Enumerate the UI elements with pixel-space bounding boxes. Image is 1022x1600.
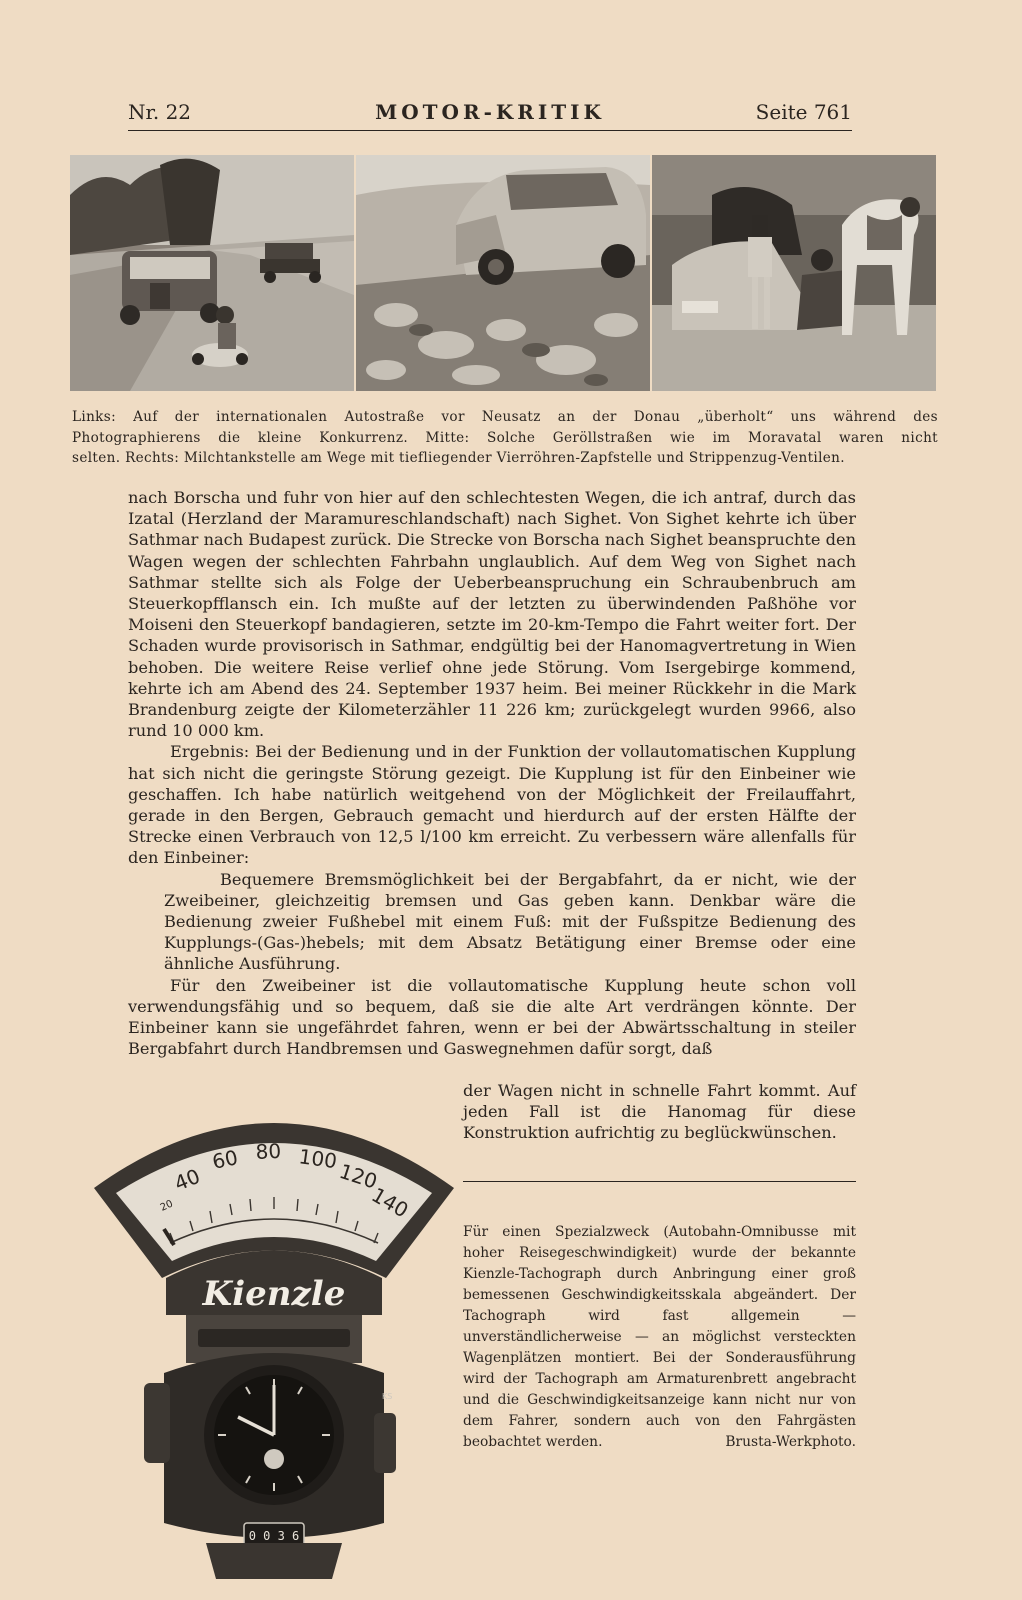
scale-label-140: 140 — [367, 1182, 413, 1223]
caption-line-2: Photographierens die kleine Konkurrenz. Mitte: Solche Geröllstraßen wie im Moravatal waren nicht — [72, 429, 938, 446]
clock-center-knob — [264, 1449, 284, 1469]
scale-label-100: 100 — [297, 1144, 339, 1174]
caption-line-3: selten. Rechts: Milchtankstelle am Wege mit tiefliegender Vierröhren-Zapfstelle und Strippenzug-Ventilen. — [72, 450, 845, 466]
photo-geroellstrasse-moravatal — [356, 155, 650, 391]
kienzle-tachograph-image — [86, 1083, 462, 1587]
paragraph-zweibeiner-continued: der Wagen nicht in schnelle Fahrt kommt. Auf jeden Fall ist die Hanomag für diese Konstruktion aufrichtig zu beglückwünschen. — [463, 1081, 856, 1143]
paragraph-bremse: Bequemere Bremsmöglichkeit bei der Bergabfahrt, da er nicht, wie der Zweibeiner, gleichzeitig bremsen und Gas geben kann. Denkbar wäre die Bedienung zweier Fußhebel mit einem Fuß: mit der Fußspitze Bedienung des Kupplungs-(Gas-)hebels; mit dem Absatz Betätigung einer Bremse oder eine ähnliche Ausführung. — [164, 869, 856, 974]
paragraph-ergebnis: Ergebnis: Bei der Bedienung und in der Funktion der vollautomatischen Kupplung hat sich nicht die geringste Störung gezeigt. Die Kupplung ist für den Einbeiner wie geschaffen. Ich habe natürlich weitgehend von der Möglichkeit der Freilauffahrt, gerade in den Bergen, Gebrauch gemacht und hierdurch auf der ersten Hälfte der Strecke einen Verbrauch von 12,5 l/100 km erreicht. Zu verbessern wäre allenfalls für den Einbeiner: — [128, 742, 856, 868]
journal-title: MOTOR-KRITIK — [375, 100, 605, 124]
paragraph-journey: nach Borscha und fuhr von hier auf den schlechtesten Wegen, die ich antraf, durch das Izatal (Herzland der Maramureschlandschaft) nach Sighet. Von Sighet kehrte ich über Sathmar nach Budapest zurück. Die Strecke von Borscha nach Sighet beanspruchte den Wagen wegen der schlechten Fahrbahn unglaublich. Auf dem Weg von Sighet nach Sathmar stellte sich als Folge der Ueberbeanspruchung ein Schraubenbruch am Steuerkopfflansch ein. Ich mußte auf der letzten zu überwindenden Paßhöhe vor Moiseni den Steuerkopf bandagieren, setzte im 20-km-Tempo die Fahrt weiter fort. Der Schaden wurde provisorisch in Sathmar, endgültig bei der Hanomagvertretung in Wien behoben. Die weitere Reise verlief ohne jede Störung. Vom Isergebirge kommend, kehrte ich am Abend des 24. September 1937 heim. Bei meiner Rückkehr in die Mark Brandenburg zeigte der Kilometerzähler 11 226 km; zurückgelegt wurden 9966, also rund 10 000 km. — [128, 488, 856, 741]
scale-label-40: 40 — [170, 1163, 204, 1196]
photo-geroellstrasse-image — [356, 155, 650, 391]
page-header — [128, 96, 852, 131]
photo-credit: Brusta-Werkphoto. — [725, 1434, 856, 1450]
tachograph-badge: KS — [382, 1392, 393, 1401]
scale-label-60: 60 — [210, 1145, 240, 1174]
tachograph-caption — [463, 1222, 856, 1453]
tachograph-caption-text: Für einen Spezialzweck (Autobahn-Omnibusse mit hoher Reisegeschwindigkeit) wurde der bekannte Kienzle-Tachograph durch Anbringung einer groß bemessenen Geschwindigkeitsskala abgeändert. Der Tachograph wird fast allgemein — unverständlicherweise — an möglichst versteckten Wagenplätzen montiert. Bei der Sonderausführung wird der Tachograph am Armaturenbrett angebracht und die Geschwindigkeitsanzeige kann nicht nur von dem Fahrer, sondern auch von den Fahrgästen beobachtet werden. — [463, 1224, 856, 1450]
caption-line-1: Links: Auf der internationalen Autostraße vor Neusatz an der Donau „überholt“ uns während des — [72, 409, 938, 425]
photo-milchtankstelle — [652, 155, 936, 391]
tachograph-window — [198, 1329, 350, 1347]
article-body — [128, 487, 856, 1059]
scale-label-80: 80 — [255, 1138, 282, 1164]
odometer-counter: 0 0 3 6 — [248, 1529, 300, 1543]
photo-milchtankstelle-image — [652, 155, 936, 391]
photo-autostrasse-image — [70, 155, 354, 391]
scale-label-20: 20 — [158, 1198, 175, 1214]
photo-autostrasse-neusatz — [70, 155, 354, 391]
tachograph-mount — [206, 1543, 342, 1579]
issue-number: Nr. 22 — [128, 100, 192, 124]
kienzle-logo: Kienzle — [202, 1274, 346, 1314]
scale-label-120: 120 — [336, 1158, 381, 1194]
paragraph-zweibeiner: Für den Zweibeiner ist die vollautomatische Kupplung heute schon voll verwendungsfähig und so bequem, daß sie die alte Art verdrängen könnte. Der Einbeiner kann sie ungefährdet fahren, wenn er bei der Abwärtsschaltung in steiler Bergabfahrt durch Handbremsen und Gaswegnehmen dafür sorgt, daß — [128, 975, 856, 1059]
section-divider — [463, 1181, 856, 1182]
page-number: Seite 761 — [755, 100, 852, 124]
photo-caption — [72, 407, 938, 469]
